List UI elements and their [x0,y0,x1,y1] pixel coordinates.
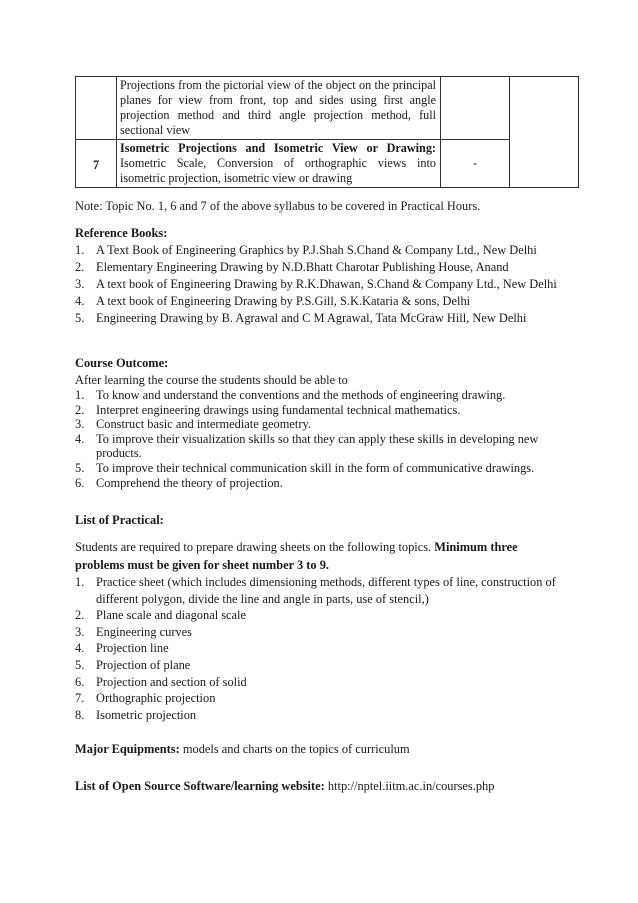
list-item: 7. Orthographic projection [75,691,216,706]
list-item: 4. To improve their visualization skills so that they can apply these skills in developing new products. [75,431,539,461]
topic-number-cell [76,77,117,140]
list-item: 1. To know and understand the conventions and the methods of engineering drawing. [75,388,506,402]
course-outcome-list [75,388,567,490]
syllabus-note: Note: Topic No. 1, 6 and 7 of the above syllabus to be covered in Practical Hours. [75,199,481,213]
practical-list [75,574,567,723]
list-item: 2. Interpret engineering drawings using fundamental technical mathematics. [75,402,461,417]
section-heading: Course Outcome: [75,356,169,370]
list-item: 6. Projection and section of solid [75,674,247,689]
list-item: 3. Construct basic and intermediate geometry. [75,417,311,432]
list-item: 5. To improve their technical communication skill in the form of communicative drawings. [75,460,535,475]
list-item: 5. Projection of plane [75,657,191,672]
list-item: 8. Isometric projection [75,707,197,722]
topic-heading: Isometric Projections and Isometric View or Drawing: [120,141,436,155]
software-line [75,778,567,795]
topic-text: Isometric Scale, Conversion of orthographic views into isometric projection, isometric view or drawing [120,156,436,185]
list-item: 4. A text book of Engineering Drawing by P.S.Gill, S.K.Kataria & sons, Delhi [75,294,471,308]
software-label: List of Open Source Software/learning website: [75,779,325,793]
course-outcome-section [75,355,567,490]
list-item: 1. A Text Book of Engineering Graphics by P.J.Shah S.Chand & Company Ltd., New Delhi [75,243,537,257]
topic-text: Projections from the pictorial view of the object on the principal planes for view from front, top and sides using first angle projection method and third angle projection method, full sectional view [120,78,436,137]
table-row [76,77,579,140]
topic-cell [117,77,441,140]
list-item: 5. Engineering Drawing by B. Agrawal and C M Agrawal, Tata McGraw Hill, New Delhi [75,311,527,325]
section-intro: Students are required to prepare drawing sheets on the following topics. Minimum three problems must be given for sheet number 3 to 9. [75,540,518,572]
list-item: 2. Plane scale and diagonal scale [75,608,247,623]
list-item: 6. Comprehend the theory of projection. [75,475,283,490]
section-intro: After learning the course the students should be able to [75,373,348,387]
list-item: 3. Engineering curves [75,624,192,639]
equipments-text: models and charts on the topics of curriculum [182,742,410,756]
list-item: 2. Elementary Engineering Drawing by N.D.Bhatt Charotar Publishing House, Anand [75,260,509,274]
hours-cell [441,77,510,140]
reference-books-list [75,242,567,327]
list-item: 4. Projection line [75,641,169,656]
software-link: http://nptel.iitm.ac.in/courses.php [327,779,495,793]
practical-section [75,512,567,723]
section-heading: List of Practical: [75,513,164,527]
list-item: 3. A text book of Engineering Drawing by R.K.Dhawan, S.Chand & Company Ltd., New Delhi [75,277,557,291]
reference-books-section [75,225,567,327]
list-item: 1. Practice sheet (which includes dimensioning methods, different types of line, construction of different polygon, divide the line and angle in parts, use of stencil,) [75,575,556,606]
equipments-label: Major Equipments: [75,742,180,756]
practical-cell [510,77,579,188]
syllabus-table [75,76,579,188]
topic-cell [117,140,441,188]
section-heading: Reference Books: [75,226,168,240]
equipments-line [75,741,567,758]
hours-value: - [441,140,510,188]
topic-number: 7 [76,140,117,188]
